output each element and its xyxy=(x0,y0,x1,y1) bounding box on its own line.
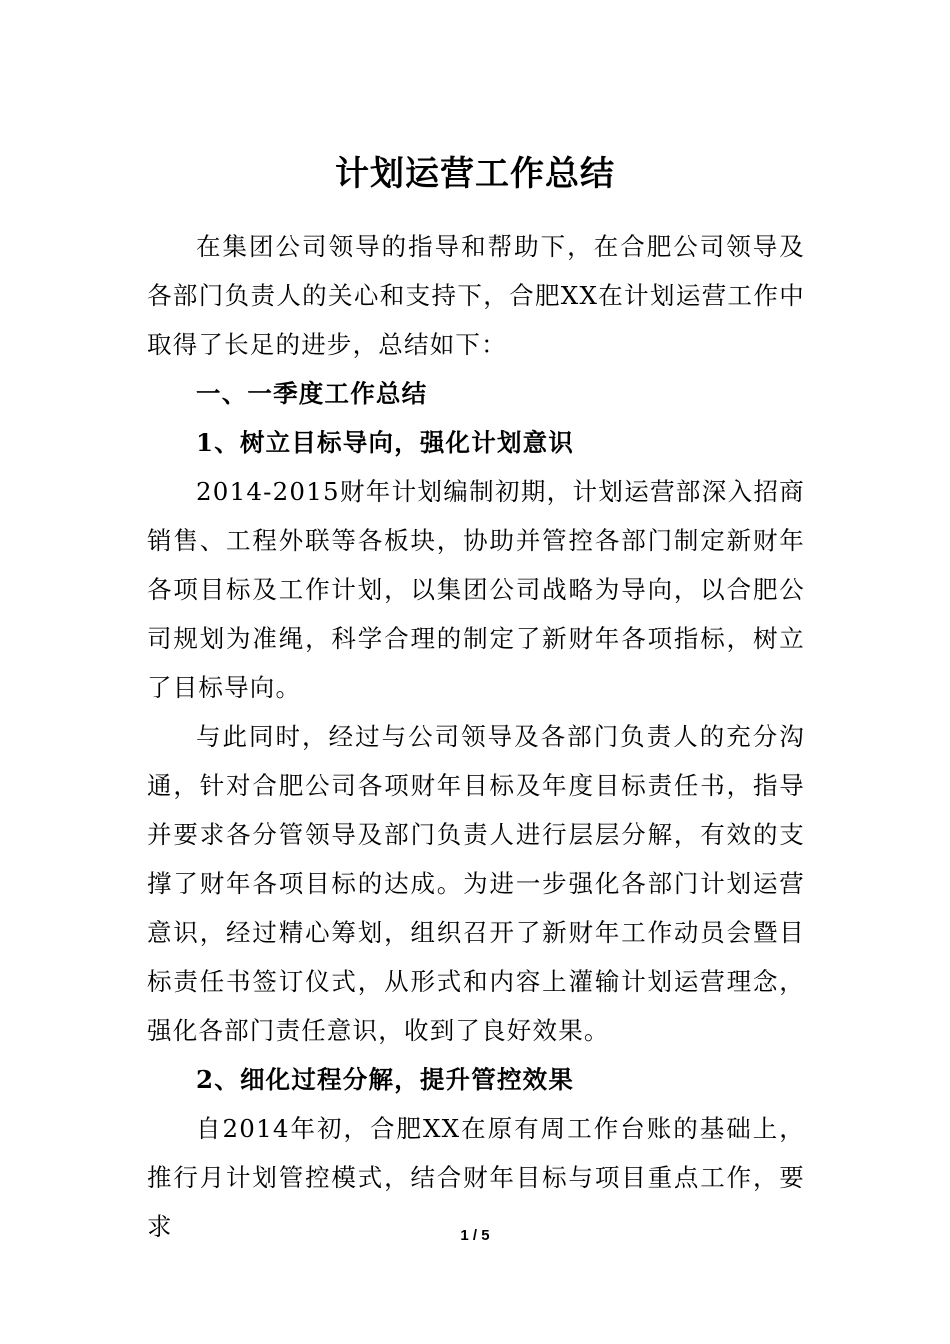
document-body xyxy=(147,222,805,1251)
paragraph-target-breakdown: 与此同时，经过与公司领导及各部门负责人的充分沟通，针对合肥公司各项财年目标及年度目标责任书，指导并要求各分管领导及部门负责人进行层层分解，有效的支撑了财年各项目标的达成。为进一步强化各部门计划运营意识，经过精心筹划，组织召开了新财年工作动员会暨目标责任书签订仪式，从形式和内容上灌输计划运营理念，强化各部门责任意识，收到了良好效果。 xyxy=(147,722,805,1045)
subsection-heading-process-control: 2、细化过程分解，提升管控效果 xyxy=(196,1065,575,1094)
paragraph-monthly-plan: 自2014年初，合肥XX在原有周工作台账的基础上，推行月计划管控模式，结合财年目标与项目重点工作，要求 xyxy=(147,1114,805,1241)
document-title: 计划运营工作总结 xyxy=(335,154,615,194)
subsection-heading-goal-orientation: 1、树立目标导向，强化计划意识 xyxy=(196,428,575,457)
intro-paragraph: 在集团公司领导的指导和帮助下，在合肥公司领导及各部门负责人的关心和支持下，合肥XX在计划运营工作中取得了长足的进步，总结如下： xyxy=(147,232,805,359)
paragraph-plan-compilation: 2014-2015财年计划编制初期，计划运营部深入招商销售、工程外联等各板块，协助并管控各部门制定新财年各项目标及工作计划，以集团公司战略为导向，以合肥公司规划为准绳，科学合理的制定了新财年各项指标，树立了目标导向。 xyxy=(147,477,805,702)
page-number: 1 / 5 xyxy=(460,1227,490,1244)
section-heading-q1-summary: 一、一季度工作总结 xyxy=(196,379,428,408)
